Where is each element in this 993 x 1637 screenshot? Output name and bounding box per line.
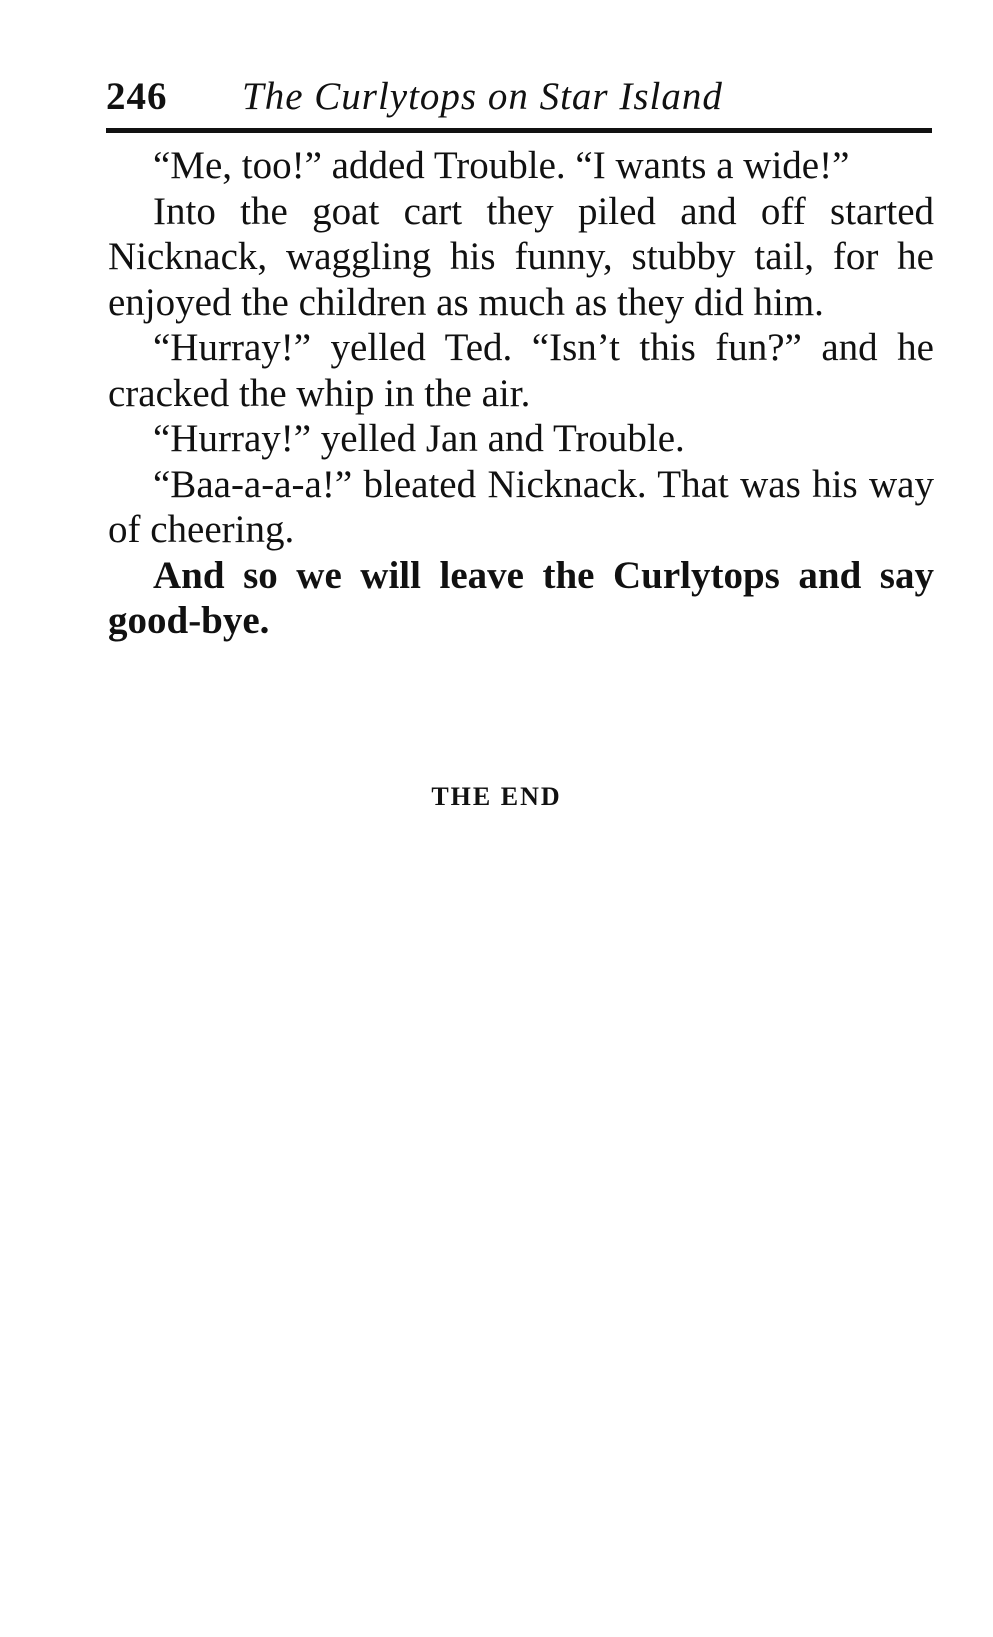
the-end-label: THE END	[431, 782, 562, 811]
book-title: The Curlytops on Star Island	[242, 75, 723, 118]
paragraph-3: “Hurray!” yelled Ted. “Isn’t this fun?” and he cracked the whip in the air.	[108, 326, 934, 415]
header-rule	[106, 128, 932, 133]
paragraph-5: “Baa-a-a-a!” bleated Nicknack. That was his way of cheering.	[108, 462, 934, 551]
paragraph-6: And so we will leave the Curlytops and say good-bye.	[108, 553, 934, 642]
body-text	[108, 143, 934, 644]
page-number: 246	[106, 75, 168, 118]
paragraph-4: “Hurray!” yelled Jan and Trouble.	[153, 417, 685, 460]
running-head	[106, 74, 933, 126]
paragraph-2: Into the goat cart they piled and off started Nicknack, waggling his funny, stubby tail, for he enjoyed the children as much as they did him.	[108, 189, 934, 324]
paragraph-1: “Me, too!” added Trouble. “I wants a wide!”	[153, 144, 850, 187]
